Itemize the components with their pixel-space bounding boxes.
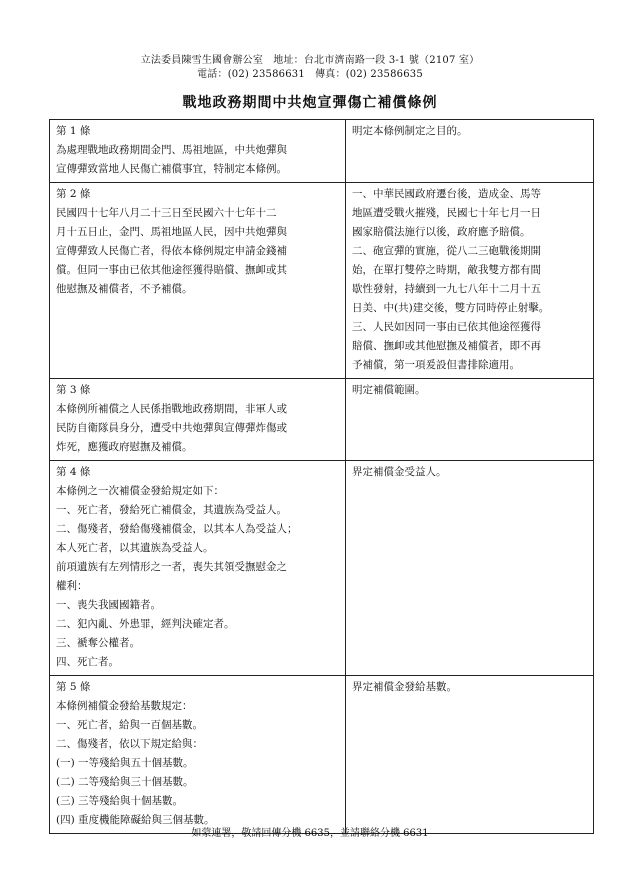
explanation-line: 賠償、撫卹或其他慰撫及補償者，即不再: [352, 340, 541, 352]
article-text-line: 二、傷殘者，依以下規定給與：: [56, 738, 203, 750]
article-text-cell: [50, 461, 346, 676]
explanation-line: 界定補償金發給基數。: [352, 681, 457, 693]
explanation-line: 地區遭受戰火摧殘，民國七十年七月一日: [352, 207, 541, 219]
article-text-line: 三、褫奪公權者。: [56, 637, 140, 649]
article-row: [50, 676, 594, 834]
article-text-cell: [50, 183, 346, 379]
article-text-line: 民國四十七年八月二十三日至民國六十七年十二: [56, 207, 277, 219]
article-text-cell: [50, 676, 346, 834]
article-text-line: 二、犯內亂、外患罪，經判決確定者。: [56, 618, 235, 630]
article-text-line: 權利：: [56, 580, 88, 592]
article-text-line: 前項遺族有左列情形之一者，喪失其領受撫慰金之: [56, 561, 287, 573]
article-text-line: 為處理戰地政務期間金門、馬祖地區，中共炮彈與: [56, 144, 287, 156]
article-text-line: 本條例所補償之人民係指戰地政務期間，非軍人或: [56, 403, 287, 415]
article-text-line: 一、死亡者，發給死亡補償金，其遺族為受益人。: [56, 504, 287, 516]
article-row: [50, 461, 594, 676]
office-address-line: 立法委員陳雪生國會辦公室 地址：台北市濟南路一段 3-1 號（2107 室）: [140, 55, 480, 66]
explanation-line: 予補償，第一項爰設但書排除適用。: [352, 359, 520, 371]
article-number: 第 4 條: [56, 466, 91, 478]
bill-article-table: [49, 119, 594, 834]
explanation-line: 界定補償金受益人。: [352, 466, 447, 478]
bill-table-body: [50, 120, 594, 834]
explanation-cell: [346, 120, 594, 183]
article-text-line: 宣傳彈致人民傷亡者，得依本條例規定申請金錢補: [56, 245, 287, 257]
article-number: 第 2 條: [56, 188, 91, 200]
explanation-line: 明定補償範圍。: [352, 384, 426, 396]
article-number: 第 1 條: [56, 125, 91, 137]
explanation-cell: [346, 379, 594, 461]
article-row: [50, 120, 594, 183]
article-text-line: 償。但同一事由已依其他途徑獲得賠償、撫卹或其: [56, 264, 287, 276]
explanation-cell: [346, 676, 594, 834]
explanation-cell: [346, 461, 594, 676]
explanation-line: 始，在單打雙停之時期，敵我雙方都有間: [352, 264, 541, 276]
article-text-line: 本人死亡者，以其遺族為受益人。: [56, 542, 214, 554]
article-text-line: 宣傳彈致當地人民傷亡補償事宜，特制定本條例。: [56, 163, 287, 175]
article-row: [50, 379, 594, 461]
explanation-line: 明定本條例制定之目的。: [352, 125, 468, 137]
article-text-cell: [50, 120, 346, 183]
article-text-line: (三) 三等殘給與十個基數。: [56, 795, 184, 807]
article-text-line: 本條例補償金發給基數規定：: [56, 700, 193, 712]
article-text-cell: [50, 379, 346, 461]
explanation-line: 國家賠償法施行以後，政府應予賠償。: [352, 226, 531, 238]
article-text-line: 一、死亡者，給與一百個基數。: [56, 719, 203, 731]
explanation-line: 日美、中(共)建交後，雙方同時停止射擊。: [352, 302, 550, 314]
footer-note: 如蒙連署，敬請回傳分機 6635，並請聯絡分機 6631: [191, 828, 429, 839]
explanation-line: 歇性發射，持續到一九七八年十二月十五: [352, 283, 541, 295]
explanation-cell: [346, 183, 594, 379]
article-text-line: (四) 重度機能障礙給與三個基數。: [56, 814, 215, 826]
article-text-line: 他慰撫及補償者，不予補償。: [56, 283, 193, 295]
article-text-line: 四、死亡者。: [56, 656, 119, 668]
article-text-line: 炸死，應獲政府慰撫及補償。: [56, 441, 193, 453]
explanation-line: 三、人民如因同一事由已依其他途徑獲得: [352, 321, 541, 333]
document-title: 戰地政務期間中共炮宣彈傷亡補償條例: [182, 95, 438, 111]
article-text-line: (二) 二等殘給與三十個基數。: [56, 776, 194, 788]
article-number: 第 5 條: [56, 681, 91, 693]
article-row: [50, 183, 594, 379]
article-text-line: 一、喪失我國國籍者。: [56, 599, 161, 611]
explanation-line: 一、中華民國政府遷台後，造成金、馬等: [352, 188, 541, 200]
office-contact-line: 電話：(02) 23586631 傳真：(02) 23586635: [197, 69, 423, 80]
article-text-line: 本條例之一次補償金發給規定如下：: [56, 485, 224, 497]
article-text-line: 二、傷殘者，發給傷殘補償金，以其本人為受益人；: [56, 523, 298, 535]
explanation-line: 二、砲宣彈的實施，從八二三砲戰後期開: [352, 245, 541, 257]
article-text-line: 民防自衛隊員身分，遭受中共炮彈與宣傳彈炸傷或: [56, 422, 287, 434]
article-number: 第 3 條: [56, 384, 91, 396]
article-text-line: 月十五日止，金門、馬祖地區人民，因中共炮彈與: [56, 226, 287, 238]
article-text-line: (一) 一等殘給與五十個基數。: [56, 757, 194, 769]
